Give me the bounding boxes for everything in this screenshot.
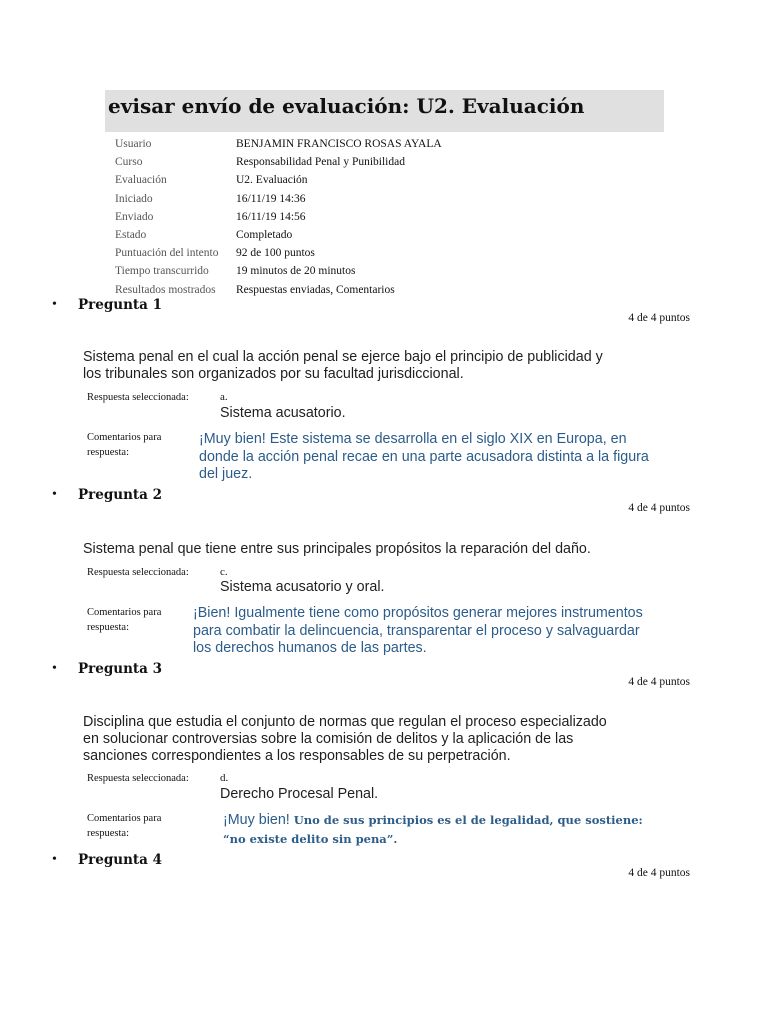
summary-label: Resultados mostrados xyxy=(115,283,216,296)
summary-row-estado xyxy=(115,226,442,244)
summary-value: Completado xyxy=(236,228,293,241)
comment-label-line2: respuesta: xyxy=(87,828,129,839)
question-title: Pregunta 3 xyxy=(78,661,162,677)
selected-answer-text: Sistema acusatorio y oral. xyxy=(220,579,385,595)
feedback-comment-rest: Uno de sus principios es el de legalidad, que sostiene: “no existe delito sin pena”. xyxy=(223,813,643,846)
question-title: Pregunta 1 xyxy=(78,297,162,313)
selected-answer-text: Derecho Procesal Penal. xyxy=(220,786,379,802)
question-points: 4 de 4 puntos xyxy=(628,312,690,324)
comment-label xyxy=(87,430,161,460)
question-title: Pregunta 4 xyxy=(78,852,162,868)
bullet-icon: • xyxy=(52,297,57,312)
question-text: Disciplina que estudia el conjunto de normas que regulan el proceso especializado en solucionar controversias sobre la comisión de delitos y la aplicación de las sanciones correspondientes a los responsables de su perpetración. xyxy=(83,714,607,764)
summary-label: Estado xyxy=(115,228,147,241)
summary-row-puntuacion xyxy=(115,244,442,262)
feedback-comment: ¡Bien! Igualmente tiene como propósitos generar mejores instrumentos para combatir la delincuencia, transparentar el proceso y salvaguardar los derechos humanos de las partes. xyxy=(193,605,643,656)
summary-row-curso xyxy=(115,153,442,171)
question-text: Sistema penal en el cual la acción penal se ejerce bajo el principio de publicidad y los tribunales son organizados por su facultad jurisdiccional. xyxy=(83,349,603,382)
summary-row-iniciado xyxy=(115,190,442,208)
summary-value: BENJAMIN FRANCISCO ROSAS AYALA xyxy=(236,138,442,150)
comment-label-line1: Comentarios para xyxy=(87,607,162,618)
summary-label: Iniciado xyxy=(115,192,153,205)
question-text: Sistema penal que tiene entre sus principales propósitos la reparación del daño. xyxy=(83,541,591,557)
summary-row-enviado xyxy=(115,208,442,226)
summary-label: Evaluación xyxy=(115,174,167,187)
summary-value: U2. Evaluación xyxy=(236,174,308,187)
page-title: evisar envío de evaluación: U2. Evaluación xyxy=(108,94,585,118)
summary-row-usuario xyxy=(115,135,442,153)
summary-label: Usuario xyxy=(115,138,152,150)
question-title: Pregunta 2 xyxy=(78,487,162,503)
question-points: 4 de 4 puntos xyxy=(628,502,690,514)
selected-answer-label: Respuesta seleccionada: xyxy=(87,773,189,784)
comment-label-line1: Comentarios para xyxy=(87,813,162,824)
feedback-comment xyxy=(223,811,643,849)
question-header xyxy=(52,852,162,868)
summary-row-evaluacion xyxy=(115,171,442,189)
feedback-comment: ¡Muy bien! Este sistema se desarrolla en el siglo XIX en Europa, en donde la acción penal recae en una parte acusadora distinta a la figura del juez. xyxy=(199,431,649,482)
selected-answer-label: Respuesta seleccionada: xyxy=(87,567,189,578)
summary-value: 16/11/19 14:36 xyxy=(236,192,306,205)
question-header xyxy=(52,661,162,677)
comment-label-line2: respuesta: xyxy=(87,622,129,633)
page-title-bar xyxy=(105,90,664,132)
feedback-comment-start: ¡Muy bien! xyxy=(223,812,294,828)
summary-label: Puntuación del intento xyxy=(115,247,219,260)
answer-option-letter: c. xyxy=(220,566,228,578)
summary-row-resultados xyxy=(115,281,442,299)
selected-answer-text: Sistema acusatorio. xyxy=(220,405,346,421)
bullet-icon: • xyxy=(52,487,57,502)
answer-option-letter: a. xyxy=(220,391,228,403)
comment-label-line2: respuesta: xyxy=(87,447,129,458)
summary-value: Responsabilidad Penal y Punibilidad xyxy=(236,156,405,169)
summary-value: 92 de 100 puntos xyxy=(236,247,315,260)
summary-value: 16/11/19 14:56 xyxy=(236,210,306,223)
selected-answer-label: Respuesta seleccionada: xyxy=(87,392,189,403)
bullet-icon: • xyxy=(52,661,57,676)
summary-value: 19 minutos de 20 minutos xyxy=(236,265,356,278)
answer-option-letter: d. xyxy=(220,772,229,784)
question-header xyxy=(52,297,162,313)
question-points: 4 de 4 puntos xyxy=(628,867,690,879)
summary-label: Enviado xyxy=(115,210,154,223)
question-points: 4 de 4 puntos xyxy=(628,676,690,688)
summary-row-tiempo xyxy=(115,262,442,280)
bullet-icon: • xyxy=(52,852,57,867)
comment-label xyxy=(87,605,161,635)
comment-label xyxy=(87,811,161,841)
summary-label: Tiempo transcurrido xyxy=(115,265,209,278)
summary-label: Curso xyxy=(115,156,143,169)
summary-value: Respuestas enviadas, Comentarios xyxy=(236,283,395,296)
question-header xyxy=(52,487,162,503)
attempt-summary xyxy=(115,135,442,299)
comment-label-line1: Comentarios para xyxy=(87,432,162,443)
